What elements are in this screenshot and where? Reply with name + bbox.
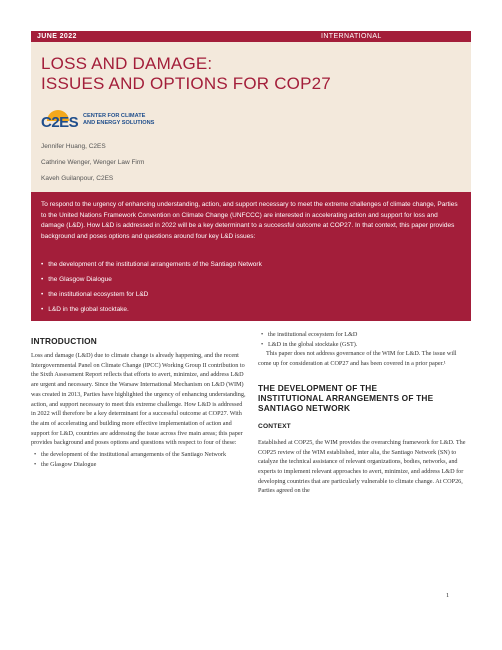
section-heading-line: SANTIAGO NETWORK [258,402,351,413]
author: Kaveh Guilanpour, C2ES [41,175,114,182]
logo-acronym: C2ES [41,114,79,131]
author: Cathrine Wenger, Wenger Law Firm [41,159,145,166]
right-bullet: • the institutional ecosystem for L&D [268,330,471,340]
left-column [31,336,246,469]
section-heading-line: INSTITUTIONAL ARRANGEMENTS OF THE [258,392,434,403]
category-label: INTERNATIONAL [321,33,382,40]
governance-paragraph: This paper does not address governance of the WIM for L&D. The issue will come up for consideration at COP27 and has been covered in a prior paper.¹ [258,350,457,368]
author-list [41,139,144,187]
paper-title [41,54,331,94]
logo-text-line: AND ENERGY SOLUTIONS [83,120,155,126]
abstract-bullet: • L&D in the global stocktake. [41,302,262,317]
abstract-bullet: • the development of the institutional arrangements of the Santiago Network [41,257,262,272]
abstract-box [31,192,471,321]
abstract-bullet-list [41,257,262,317]
section-heading-line: THE DEVELOPMENT OF THE [258,382,378,393]
issue-date: JUNE 2022 [37,33,77,40]
logo-text-line: CENTER FOR CLIMATE [83,113,146,119]
context-subheading: CONTEXT [258,422,291,430]
logo-icon [41,110,79,134]
author: Jennifer Huang, C2ES [41,143,106,150]
intro-paragraph: Loss and damage (L&D) due to climate change is already happening, and the recent Intergovernmental Panel on Climate Change (IPCC) Working Group II contribution to the Sixth Assessment Report reflects that efforts to avert, minimize, and address L&D are urgent and necessary. Since the Warsaw International Mechanism on L&D (WIM) was created in 2013, Parties have highlighted the urgency of enhancing understanding, action, and support necessary to meet this extreme challenge. How L&D is addressed in 2022 will therefore be a key determinant for a successful outcome at COP27. With the aim of accelerating and building more effective implementation of action and support for L&D, countries are addressing the issue across five main areas; this paper provides background and poses options and questions with respect to four of these: [31,352,246,447]
page-number: 1 [446,592,450,599]
section-heading [258,383,471,413]
right-column [258,330,471,496]
c2es-logo [41,110,161,134]
abstract-bullet: • the institutional ecosystem for L&D [41,287,262,302]
intro-bullet: • the development of the institutional arrangements of the Santiago Network [41,450,246,460]
title-line: LOSS AND DAMAGE: [41,54,213,73]
top-bar [31,31,471,42]
title-line: ISSUES AND OPTIONS FOR COP27 [41,74,331,93]
intro-bullet: • the Glasgow Dialogue [41,460,246,470]
right-bullet: • L&D in the global stocktake (GST). [268,340,471,350]
abstract-bullet: • the Glasgow Dialogue [41,272,262,287]
abstract-text: To respond to the urgency of enhancing understanding, action, and support necessary to meet the extreme challenges of climate change, Parties to the United Nations Framework Convention on Climate Change (UNFCCC) are interested in accelerating action and support for loss and damage (L&D). How L&D is addressed in 2022 will be a key determinant to a successful outcome at COP27. In that context, this paper provides background and poses options and questions around four key L&D issues: [41,201,458,240]
intro-bullet-list [31,450,246,469]
right-bullet-list [258,330,471,349]
logo-text [83,113,154,127]
intro-heading: INTRODUCTION [31,336,98,346]
context-paragraph: Established at COP25, the WIM provides the overarching framework for L&D. The COP25 review of the WIM established, inter alia, the Santiago Network (SN) to catalyze the technical assistance of relevant organizations, bodies, networks, and experts to implement relevant approaches to avert, minimize, and address L&D for developing countries that are particularly vulnerable to climate change. At COP26, Parties agreed on the [258,438,466,495]
